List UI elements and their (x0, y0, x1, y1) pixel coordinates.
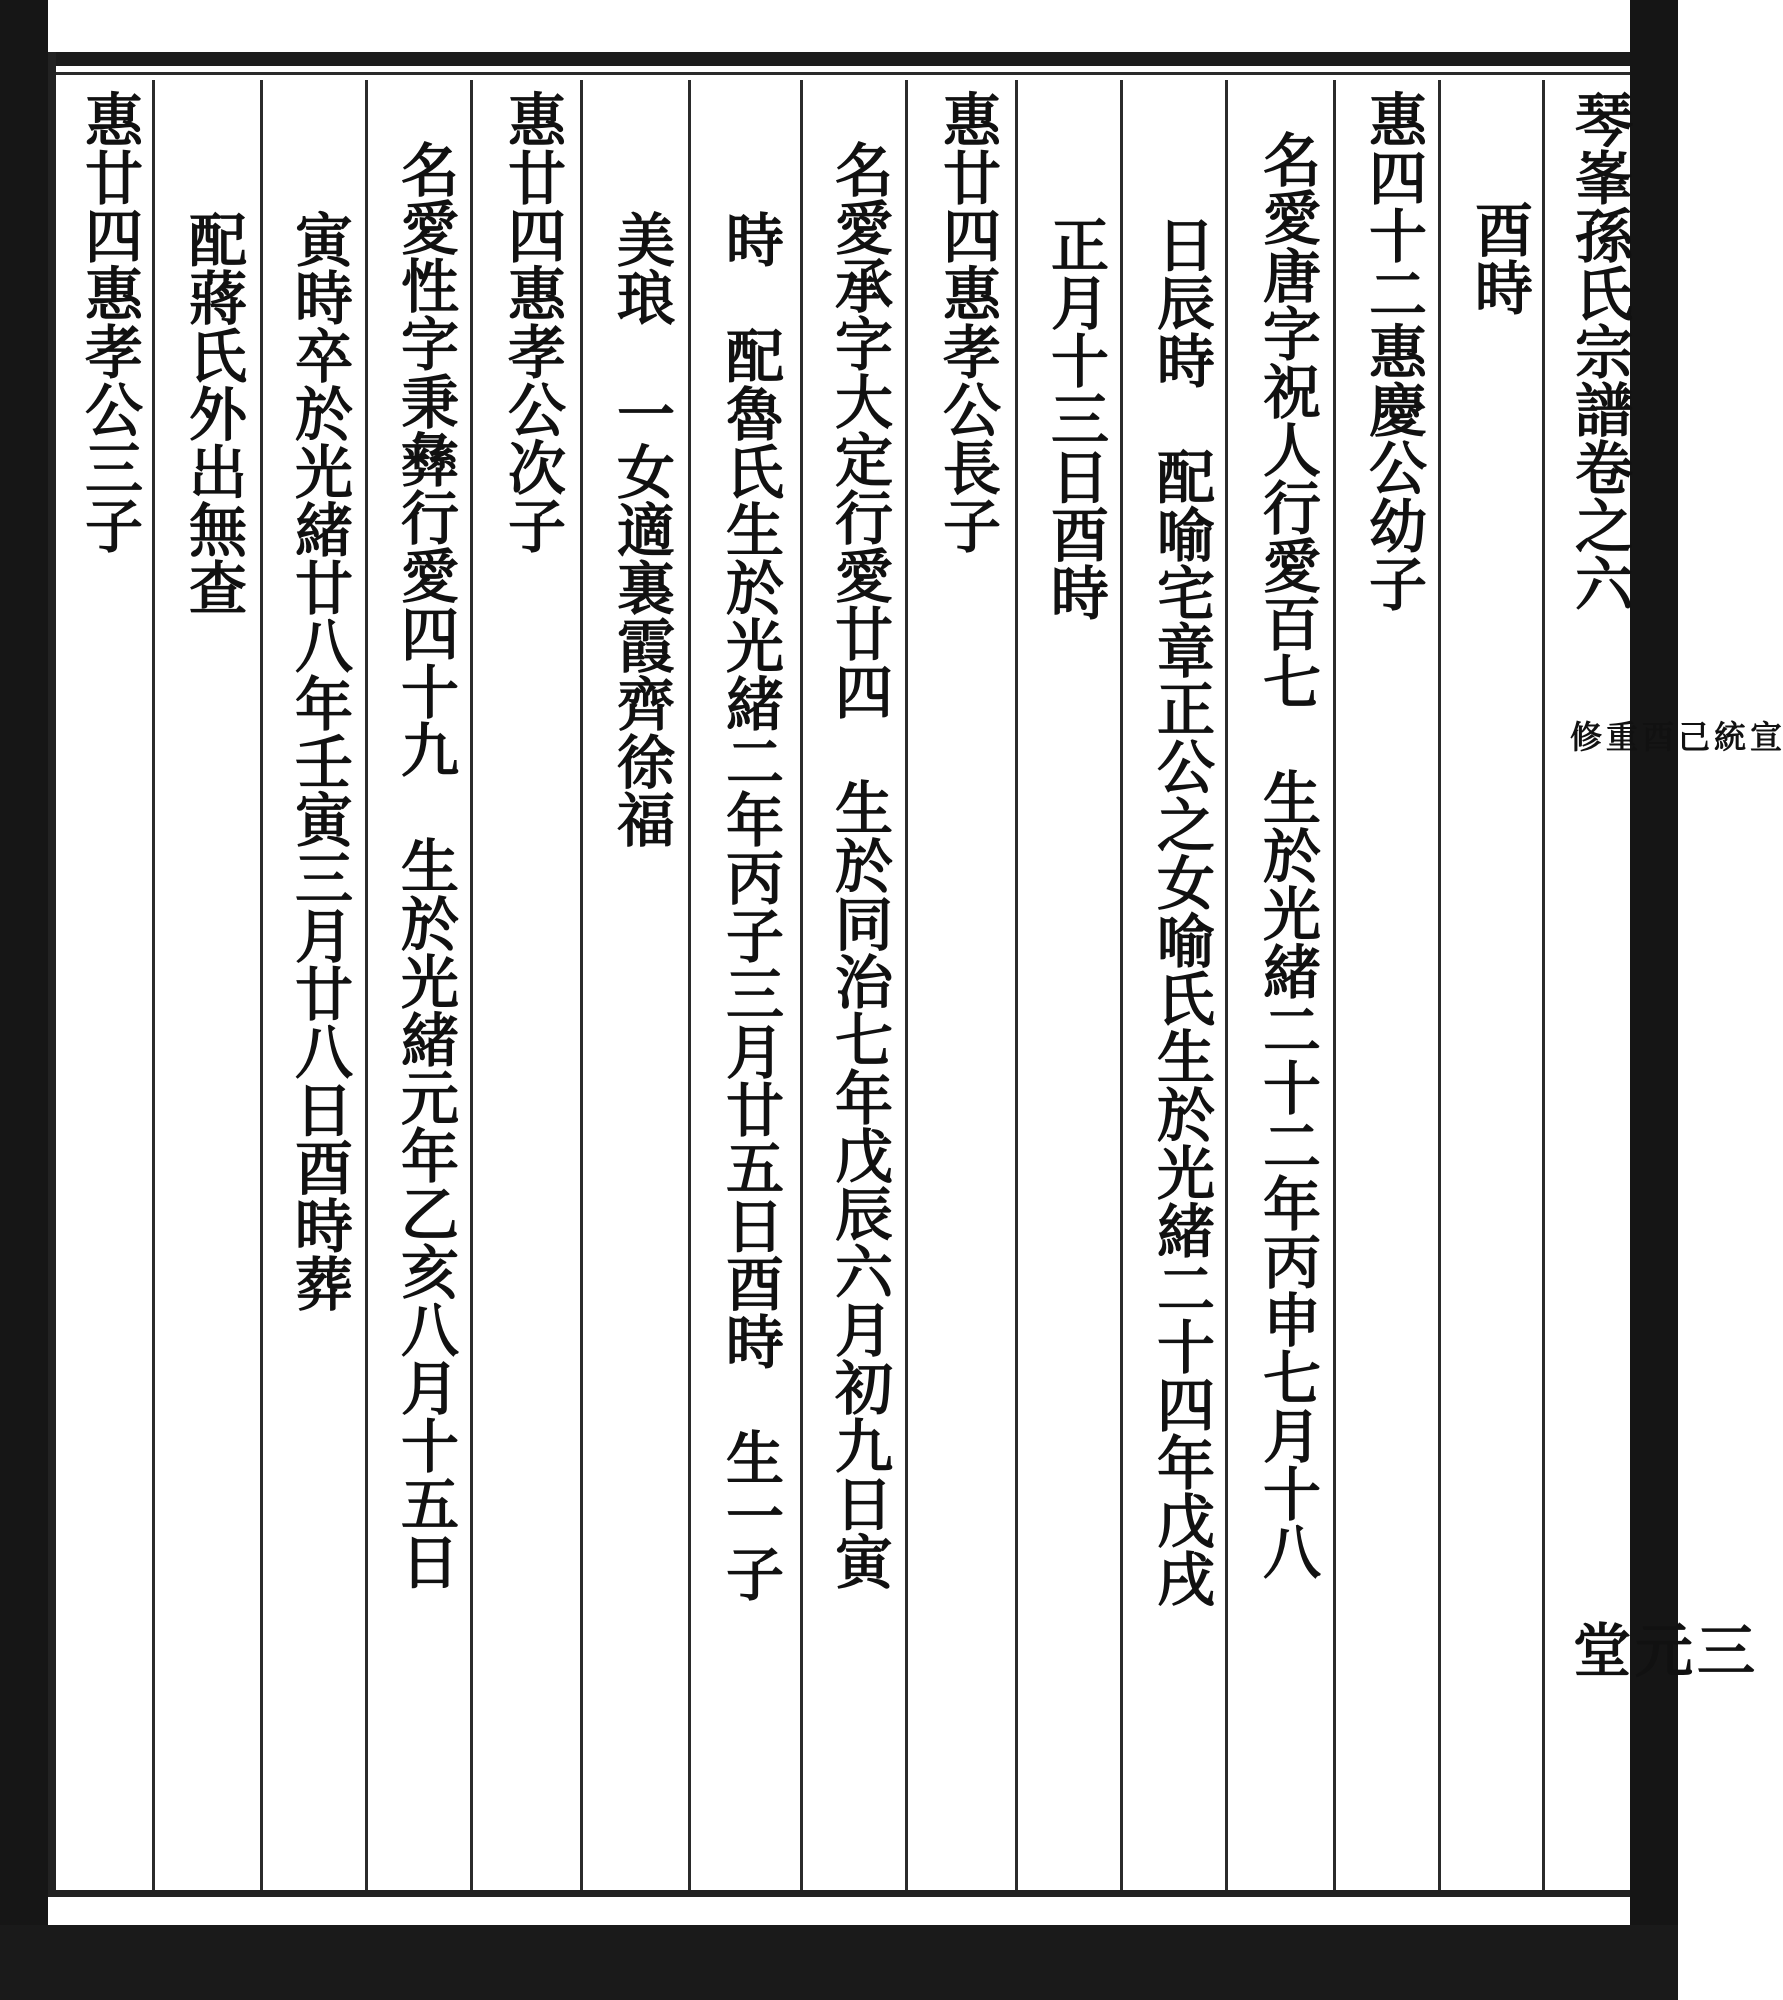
column-rule (1015, 80, 1018, 1890)
text-column-11: 名愛性字秉彝行愛四十九 生於光緒元年乙亥八月十五日 (391, 140, 459, 1590)
column-rule (905, 80, 908, 1890)
page-frame-left (48, 52, 56, 1897)
edition-note: 宣統己酉重修 (1565, 720, 1783, 752)
page-frame-top-inner (48, 72, 1630, 75)
text-column-3: 名愛唐字祝人行愛百七 生於光緒二十二年丙申七月十八 (1253, 130, 1321, 1580)
page-frame-top (48, 52, 1630, 66)
text-column-9: 美琅 一女適裏霞齊徐福 (607, 210, 675, 848)
text-column-5: 正月十三日酉時 (1041, 215, 1109, 621)
scan-border-bottom (0, 1925, 1678, 2000)
column-rule (1542, 80, 1545, 1890)
book-title: 琴峯孫氏宗譜 (1565, 90, 1633, 438)
text-column-7: 名愛承字大定行愛廿四 生於同治七年戊辰六月初九日寅 (825, 140, 893, 1590)
volume-label: 卷之六 (1565, 438, 1633, 612)
page-frame-bottom (48, 1890, 1630, 1897)
book-spine (1560, 90, 1633, 612)
text-column-10: 惠廿四惠孝公次子 (498, 90, 566, 554)
text-column-8: 時 配魯氏生於光緒二年丙子三月廿五日酉時 生一子 (716, 210, 784, 1602)
hall-name: 三元堂 (1563, 1620, 1755, 1678)
column-rule (1120, 80, 1123, 1890)
text-column-6: 惠廿四惠孝公長子 (933, 90, 1001, 554)
column-rule (260, 80, 263, 1890)
text-column-1: 酉時 (1465, 200, 1533, 316)
column-rule (688, 80, 691, 1890)
text-column-13: 配蔣氏外出無查 (179, 210, 247, 616)
text-column-14: 惠廿四惠孝公三子 (75, 90, 143, 554)
column-rule (1225, 80, 1228, 1890)
text-column-2: 惠四十二惠慶公幼子 (1359, 90, 1427, 612)
column-rule (365, 80, 368, 1890)
column-rule (1333, 80, 1336, 1890)
column-rule (1438, 80, 1441, 1890)
column-rule (470, 80, 473, 1890)
column-rule (152, 80, 155, 1890)
text-column-4: 日辰時 配喻宅章正公之女喻氏生於光緒二十四年戊戌 (1147, 215, 1215, 1607)
text-column-12: 寅時卒於光緒廿八年壬寅三月廿八日酉時葬 (285, 210, 353, 1312)
column-rule (800, 80, 803, 1890)
scan-border-right (1630, 0, 1678, 2000)
scan-border-left (0, 0, 48, 2000)
column-rule (580, 80, 583, 1890)
